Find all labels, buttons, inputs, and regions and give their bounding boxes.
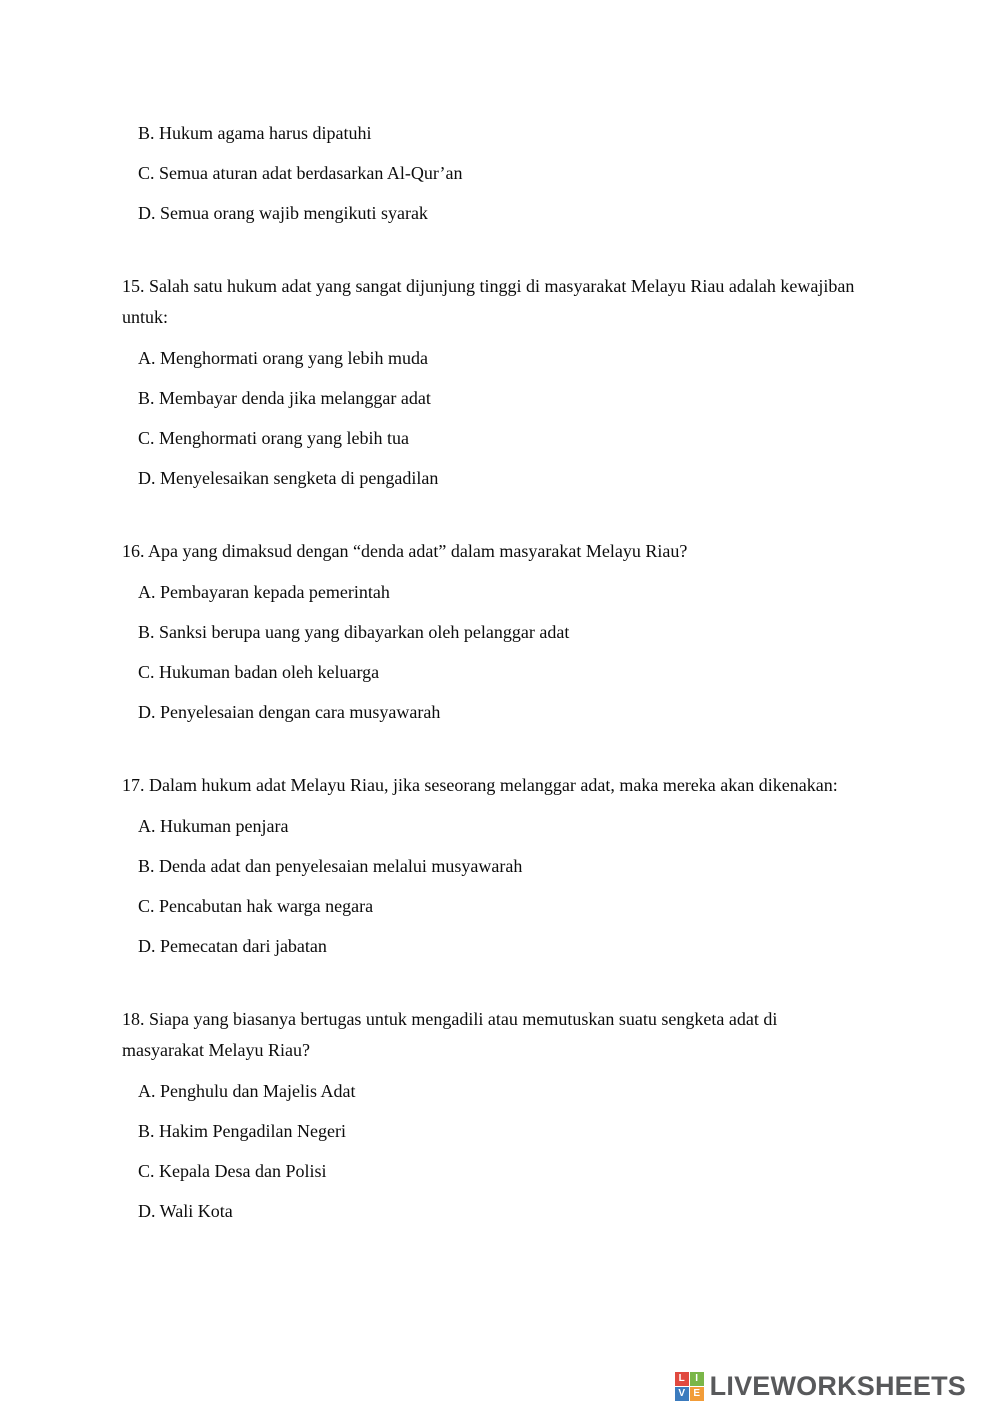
- option-line: A. Pembayaran kepada pemerintah: [138, 582, 390, 602]
- option-line: C. Semua aturan adat berdasarkan Al-Qur’an: [138, 163, 463, 183]
- logo-cell-i: I: [690, 1372, 704, 1386]
- option-line: D. Penyelesaian dengan cara musyawarah: [138, 702, 441, 722]
- logo-cell-e: E: [690, 1387, 704, 1401]
- option-line: A. Hukuman penjara: [138, 816, 289, 836]
- option-line: C. Hukuman badan oleh keluarga: [138, 662, 380, 682]
- option-line: D. Menyelesaikan sengketa di pengadilan: [138, 468, 439, 488]
- brand-text: LIVEWORKSHEETS: [709, 1371, 966, 1401]
- question-text: 18. Siapa yang biasanya bertugas untuk mengadili atau memutuskan suatu sengketa adat di masyarakat Melayu Riau?: [122, 1009, 778, 1060]
- question-16: [122, 536, 860, 726]
- option-line: A. Penghulu dan Majelis Adat: [138, 1081, 356, 1101]
- previous-question-options: [122, 120, 860, 227]
- option-line: C. Pencabutan hak warga negara: [138, 896, 374, 916]
- option-line: B. Denda adat dan penyelesaian melalui musyawarah: [138, 856, 523, 876]
- option-line: B. Hakim Pengadilan Negeri: [138, 1121, 346, 1141]
- option-line: B. Sanksi berupa uang yang dibayarkan oleh pelanggar adat: [138, 622, 570, 642]
- logo-cell-v: V: [675, 1387, 689, 1401]
- question-17: [122, 770, 860, 960]
- question-15: [122, 271, 860, 492]
- question-text: 16. Apa yang dimaksud dengan “denda adat” dalam masyarakat Melayu Riau?: [122, 541, 688, 561]
- page-content: [122, 120, 860, 1238]
- option-line: D. Wali Kota: [138, 1201, 233, 1221]
- option-line: B. Membayar denda jika melanggar adat: [138, 388, 431, 408]
- logo-cell-l: L: [675, 1372, 689, 1386]
- question-text: 15. Salah satu hukum adat yang sangat dijunjung tinggi di masyarakat Melayu Riau adalah kewajiban untuk:: [122, 276, 855, 327]
- option-line: C. Kepala Desa dan Polisi: [138, 1161, 327, 1181]
- option-line: A. Menghormati orang yang lebih muda: [138, 348, 428, 368]
- question-18: [122, 1004, 860, 1225]
- question-text: 17. Dalam hukum adat Melayu Riau, jika seseorang melanggar adat, maka mereka akan dikenakan:: [122, 775, 838, 795]
- option-line: D. Semua orang wajib mengikuti syarak: [138, 203, 428, 223]
- liveworksheets-logo[interactable]: [675, 1371, 966, 1402]
- liveworksheets-grid-icon: [675, 1372, 704, 1401]
- option-line: C. Menghormati orang yang lebih tua: [138, 428, 409, 448]
- option-line: D. Pemecatan dari jabatan: [138, 936, 327, 956]
- option-line: B. Hukum agama harus dipatuhi: [138, 123, 372, 143]
